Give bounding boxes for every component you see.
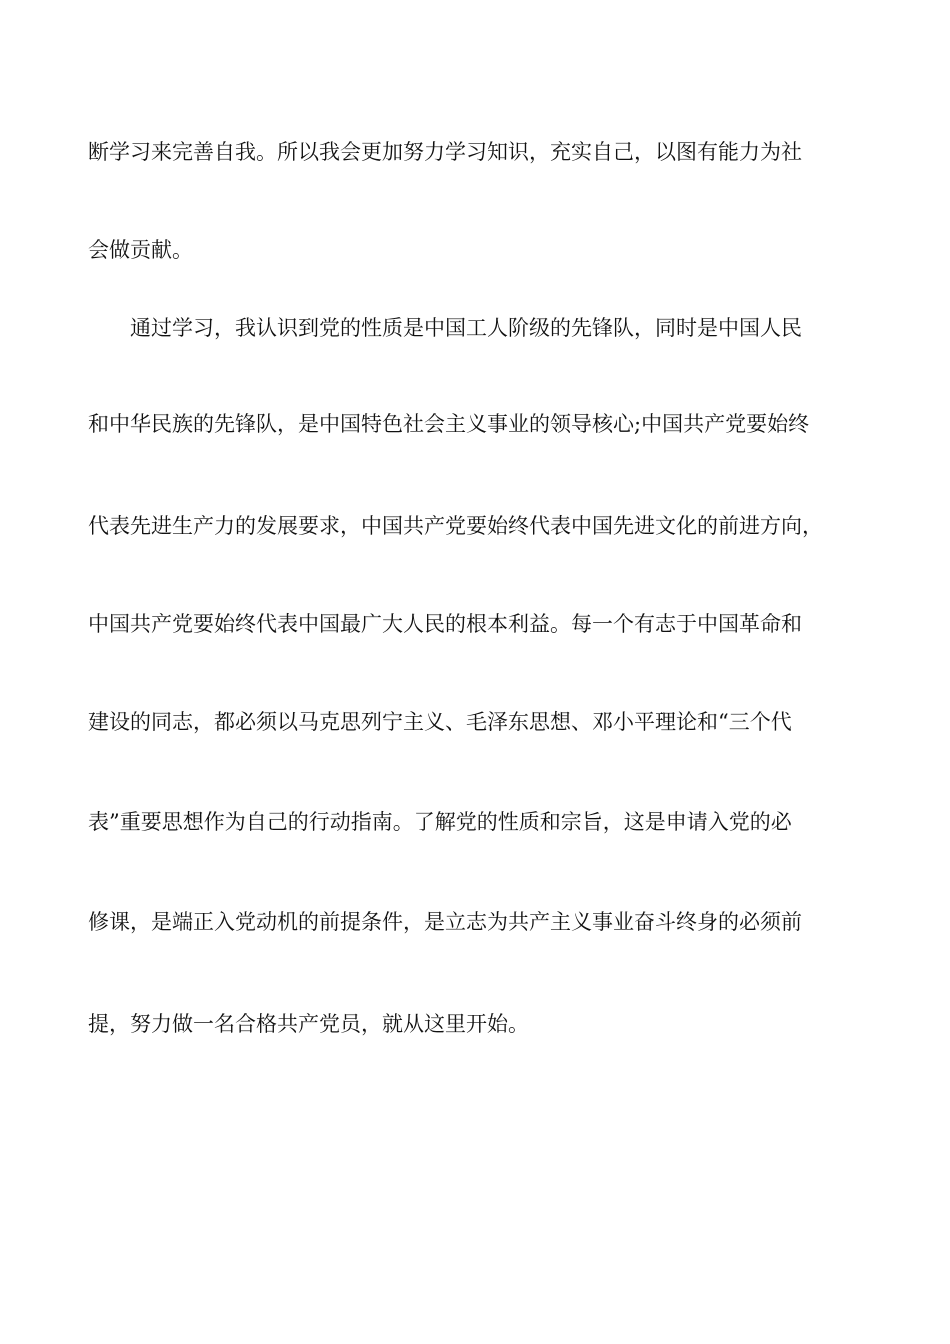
paragraph-first-line: 通过学习，我认识到党的性质是中国工人阶级的先锋队，同时是中国人民 — [130, 316, 802, 340]
text-line: 表”重要思想作为自己的行动指南。了解党的性质和宗旨，这是申请入党的必 — [88, 810, 792, 834]
text-line: 提，努力做一名合格共产党员，就从这里开始。 — [88, 1012, 529, 1036]
text-line: 中国共产党要始终代表中国最广大人民的根本利益。每一个有志于中国革命和 — [88, 612, 802, 636]
text-line: 修课，是端正入党动机的前提条件，是立志为共产主义事业奋斗终身的必须前 — [88, 910, 802, 934]
text-line: 和中华民族的先锋队，是中国特色社会主义事业的领导核心;中国共产党要始终 — [88, 412, 810, 436]
text-line: 会做贡献。 — [88, 238, 193, 262]
text-line: 断学习来完善自我。所以我会更加努力学习知识，充实自己，以图有能力为社 — [88, 140, 802, 164]
text-line: 建设的同志，都必须以马克思列宁主义、毛泽东思想、邓小平理论和“三个代 — [88, 710, 792, 734]
text-line: 代表先进生产力的发展要求，中国共产党要始终代表中国先进文化的前进方向， — [88, 514, 823, 538]
